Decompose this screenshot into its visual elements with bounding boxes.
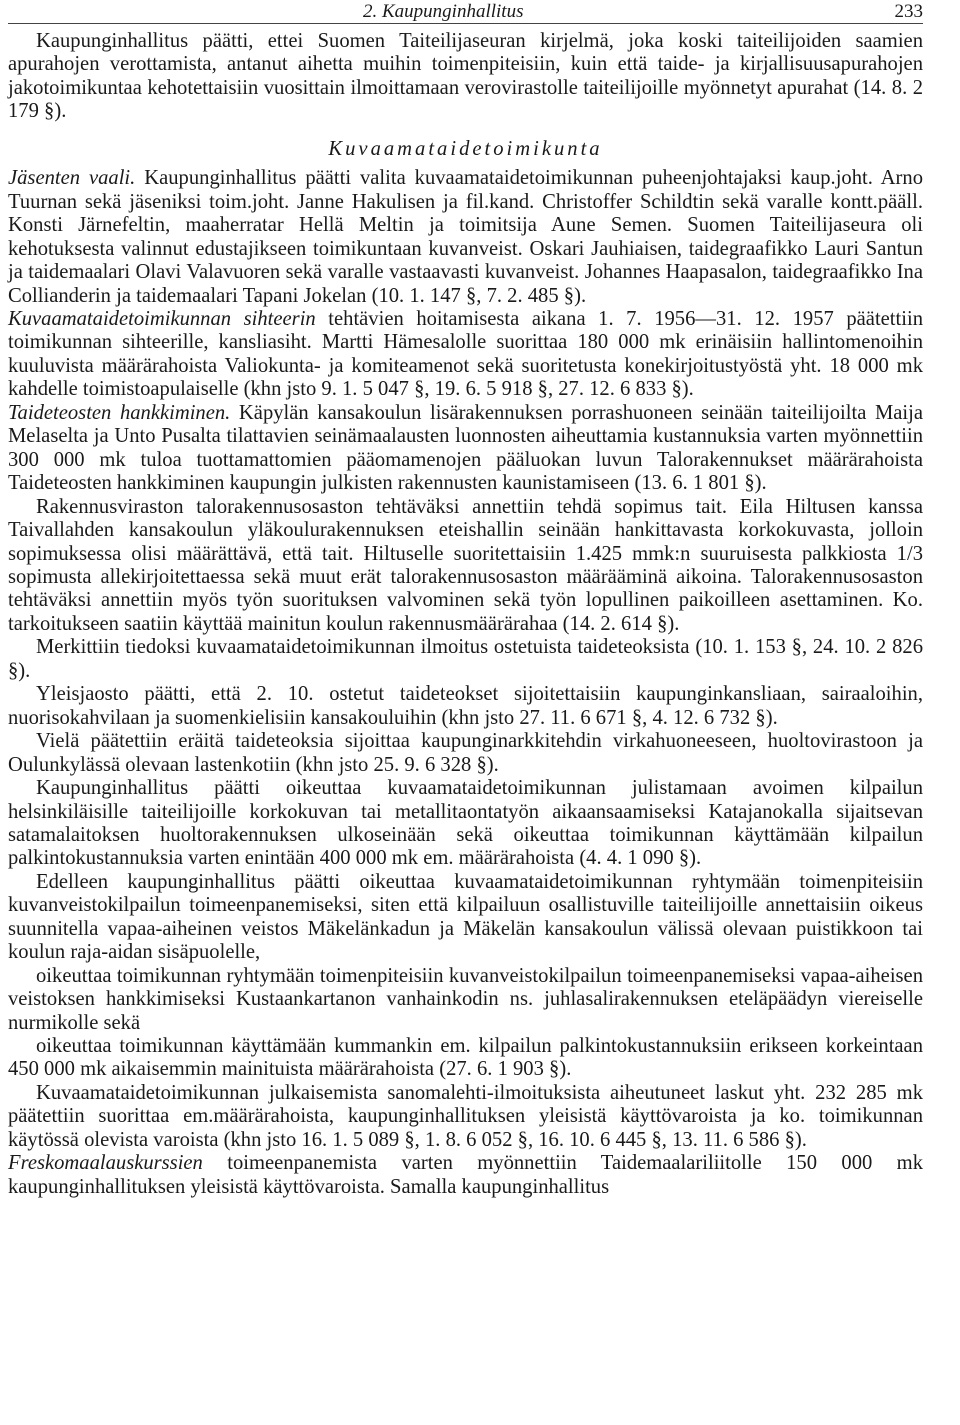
paragraph-lead: Jäsenten vaali. <box>8 167 136 190</box>
header-rule <box>8 23 923 24</box>
chapter-title: 2. Kaupunginhallitus <box>363 1 524 22</box>
paragraph-lead: Freskomaalauskurssien <box>8 1152 203 1175</box>
paragraph-text: toimeenpanemista varten myönnettiin Taidemaalariliitolle 150 000 mk kaupunginhallituksen yleisistä käyttövaroista. Samalla kaupunginhallitus <box>8 1152 923 1198</box>
paragraph-kilpailu-katajanokka: Kaupunginhallitus päätti oikeuttaa kuvaamataidetoimikunnan julistamaan avoimen kilpailun helsinkiläisille taiteilijoille korkokuvan tai metallitaontatyön aikaansaamiseksi Katajanokalla sijaitsevan satamalaitoksen huoltorakennuksen ulkoseinään sekä oikeuttaa toimikunnan käyttämään kilpailun palkintokustannuksia varten enintään 400 000 mk em. määrärahoista (4. 4. 1 090 §). <box>8 777 923 870</box>
paragraph-sanomalehti-ilmoitukset: Kuvaamataidetoimikunnan julkaisemista sanomalehti-ilmoituksista aiheutuneet laskut yht. 232 285 mk päätettiin suorittaa em.määrärahoista, kaupunginhallituksen yleisistä käyttövaroista ja ko. toimikunnan käytössä olevista varoista (khn jsto 16. 1. 5 089 §, 1. 8. 6 052 §, 16. 10. 6 445 §, 13. 11. 6 586 §). <box>8 1081 923 1151</box>
paragraph-text: Käpylän kansakoulun lisärakennuksen porrashuoneen seinään taiteilijoilta Maija Melaselta ja Unto Pusalta tilattavien seinämaalausten luonnosten aiheuttamia kustannuksia varten myönnettiin 300 000 mk tuloa tuottamattomien pääomamenojen pääluokan luvun Talorakennukset määrärahoista Taideteosten hankkiminen kaupungin julkisten rakennusten kaunistamiseen (13. 6. 1 801 §). <box>8 401 923 495</box>
paragraph-yleisjaosto: Yleisjaosto päätti, että 2. 10. ostetut taideteokset sijoitettaisiin kaupunginkansliaan, sairaaloihin, nuorisokahvilaan ja suomenkielisiin kansakouluihin (khn jsto 27. 11. 6 671 §, 4. 12. 6 732 §). <box>8 683 923 729</box>
paragraph-lead: Taideteosten hankkiminen. <box>8 401 231 424</box>
page-number: 233 <box>894 1 923 22</box>
running-header <box>8 0 923 30</box>
paragraph-sijoitukset: Vielä päätettiin eräitä taideteoksia sijoittaa kaupunginarkkitehdin virkahuoneeseen, huoltovirastoon ja Oulunkylässä olevaan lastenkotiin (khn jsto 25. 9. 6 328 §). <box>8 730 923 776</box>
paragraph-text: Kaupunginhallitus päätti valita kuvaamataidetoimikunnan puheenjohtajaksi kaup.joht. Arno Tuurnan sekä jäseniksi toim.joht. Janne Hakulisen ja fil.kand. Christoffer Schildtin sekä varalle kontt.pääll. Konsti Järnefeltin, maaherratar Hellä Meltin ja toimitsija Aune Semen. Suomen Taiteilijaseura oli kehotuksesta valinnut edustajikseen toimikuntaan kuvanveist. Oskari Jauhiaisen, taidegraafikko Lauri Santun ja taidemaalari Olavi Valavuoren sekä varalle vastaavasti kuvanveist. Johannes Haapasalon, taidegraafikko Ina Collianderin ja taidemaalari Tapani Jokelan (10. 1. 147 §, 7. 2. 485 §). <box>8 167 923 307</box>
paragraph-sihteeri <box>8 308 923 402</box>
paragraph-talorakennusosasto: Rakennusviraston talorakennusosaston tehtäväksi annettiin tehdä sopimus tait. Eila Hiltusen kanssa Taivallahden kansakoulun yläkoulurakennuksen eteishallin seinään hankittavasta korkokuvasta, jolloin sopimuksessa olisi määrättävä, että tait. Hiltuselle suoritettaisiin 1.425 mmk:n suuruisesta palkkiosta 1/3 sopimusta allekirjoitettaessa sekä muut erät talorakennusosaston määrääminä aikoina. Talorakennusosaston tehtäväksi annettiin myös työn suorituksen valvominen sekä työn lopullinen paikoilleen asettaminen. Ko. tarkoitukseen saatiin käyttää mainitun koulun rakennusmäärärahaa (14. 2. 614 §). <box>8 495 923 635</box>
paragraph-palkintokustannukset: oikeuttaa toimikunnan käyttämään kummankin em. kilpailun palkintokustannuksiin erikseen korkeintaan 450 000 mk aikaisemmin mainituista määrärahoista (27. 6. 1 903 §). <box>8 1035 923 1081</box>
paragraph-text: tehtävien hoitamisesta aikana 1. 7. 1956—31. 12. 1957 päätettiin toimikunnan sihteerille, kansliasiht. Martti Hämesalolle suorittaa 180 000 mk erinäisiin hallintomenoihin kuuluvista määrärahoista Valiokunta- ja komiteamenot sekä suoritetusta konekirjoitustyöstä yht. 18 000 mk kahdelle toimistoapulaiselle (khn jsto 9. 1. 5 047 §, 19. 6. 5 918 §, 27. 12. 6 833 §). <box>8 307 923 401</box>
paragraph-taiteilijaseura: Kaupunginhallitus päätti, ettei Suomen Taiteilijaseuran kirjelmä, joka koski taiteilijoiden saamien apurahojen verottamista, antanut aihetta muihin toimenpiteisiin, kuin että taide- ja kirjallisuusapurahojen jakotoimikuntaa kehotettaisiin vuosittain ilmoittamaan verovirastolle taiteilijoille myönnetyt apurahat (14. 8. 2 179 §). <box>8 30 923 123</box>
paragraph-ostetut-taideteokset: Merkittiin tiedoksi kuvaamataidetoimikunnan ilmoitus ostetuista taideteoksista (10. 1. 153 §, 24. 10. 2 826 §). <box>8 636 923 682</box>
paragraph-kuvanveistokilpailu: Edelleen kaupunginhallitus päätti oikeuttaa kuvaamataidetoimikunnan ryhtymään toimenpiteisiin kuvanveistokilpailun toimeenpanemiseksi, siten että kilpailuun osallistuville taiteilijoille annettaisiin oikeus suunnitella vapaa-aiheinen veistos Mäkelänkadun ja Mäkelän kansakoulun välissä olevaan puistikkoon tai koulun raja-aidan sisäpuolelle, <box>8 870 923 964</box>
section-heading: Kuvaamataidetoimikunta <box>328 137 603 160</box>
paragraph-taideteosten-hankkiminen <box>8 402 923 496</box>
paragraph-freskomaalaus <box>8 1152 923 1199</box>
paragraph-lead: Kuvaamataidetoimikunnan sihteerin <box>8 307 316 330</box>
paragraph-kustaankartano: oikeuttaa toimikunnan ryhtymään toimenpiteisiin kuvanveistokilpailun toimeenpanemiseksi vapaa-aiheisen veistoksen hankkimiseksi Kustaankartanon vanhainkodin ns. juhlasalirakennuksen eteläpäädyn viereiselle nurmikolle sekä <box>8 964 923 1034</box>
document-page <box>8 0 923 1199</box>
paragraph-jasenten-vaali <box>8 167 923 308</box>
